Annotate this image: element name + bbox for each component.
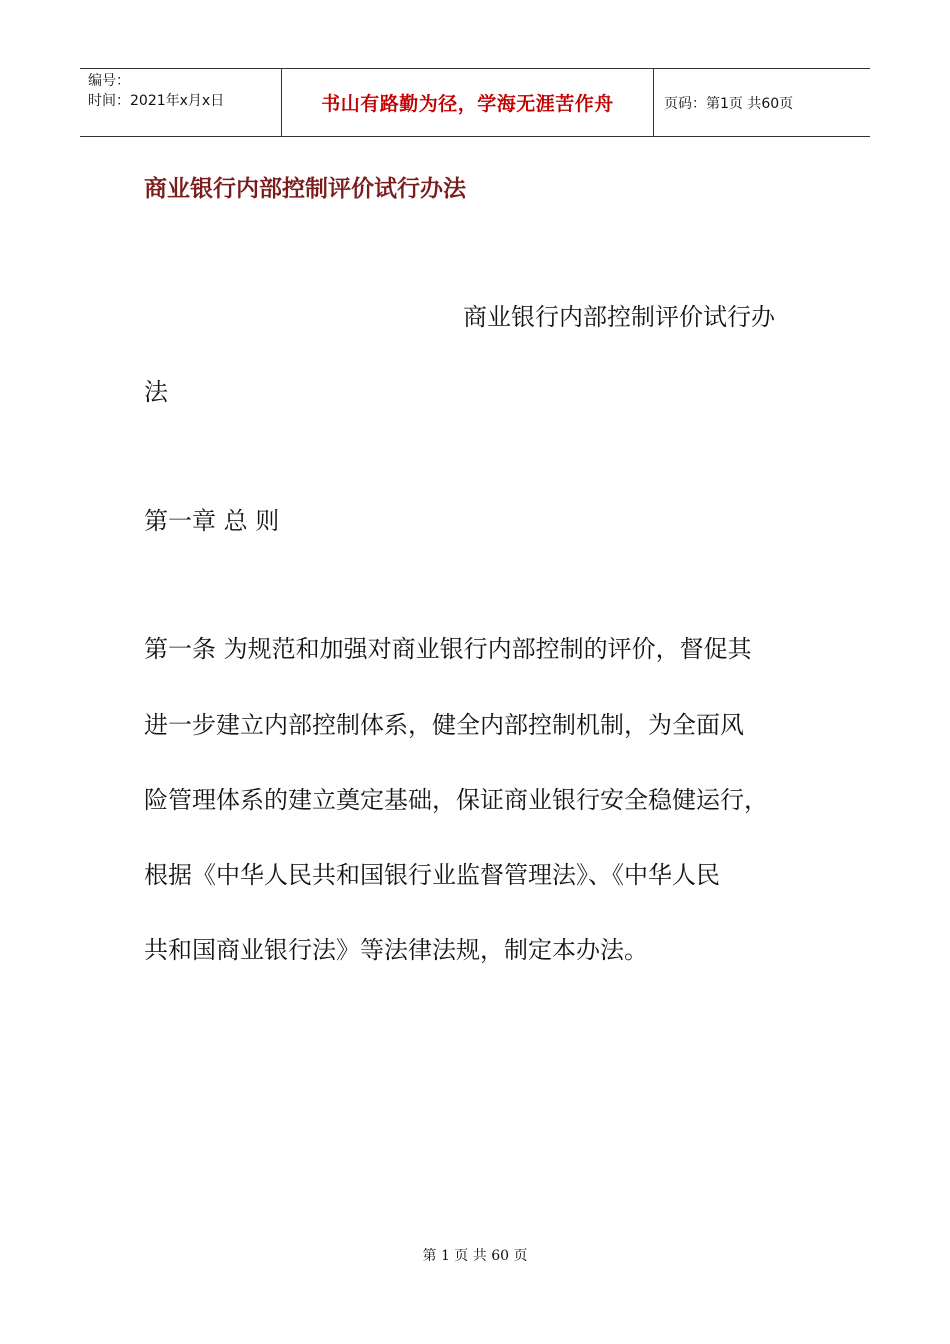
article-line: 共和国商业银行法》等法律法规，制定本办法。 bbox=[144, 936, 648, 964]
article-line: 根据《中华人民共和国银行业监督管理法》、《中华人民 bbox=[144, 861, 720, 889]
body-title-line-1: 商业银行内部控制评价试行办 bbox=[463, 303, 775, 331]
header-motto-cell bbox=[282, 69, 654, 136]
time-label: 时间：2021年x月x日 bbox=[88, 93, 225, 109]
header-page-cell bbox=[654, 69, 870, 136]
document-title: 商业银行内部控制评价试行办法 bbox=[144, 176, 466, 202]
chapter-heading: 第一章 总 则 bbox=[144, 507, 280, 535]
article-line: 进一步建立内部控制体系，健全内部控制机制，为全面风 bbox=[144, 711, 744, 739]
page-info: 页码：第1页 共60页 bbox=[664, 95, 794, 112]
motto-text: 书山有路勤为径，学海无涯苦作舟 bbox=[321, 93, 614, 115]
article-line: 险管理体系的建立奠定基础，保证商业银行安全稳健运行， bbox=[144, 786, 768, 814]
page-footer: 第 1 页 共 60 页 bbox=[422, 1248, 528, 1264]
number-label: 编号： bbox=[88, 73, 130, 89]
header-meta-cell bbox=[80, 69, 282, 136]
article-line: 第一条 为规范和加强对商业银行内部控制的评价，督促其 bbox=[144, 635, 752, 663]
body-title-line-2: 法 bbox=[144, 378, 168, 406]
document-header bbox=[80, 68, 870, 137]
